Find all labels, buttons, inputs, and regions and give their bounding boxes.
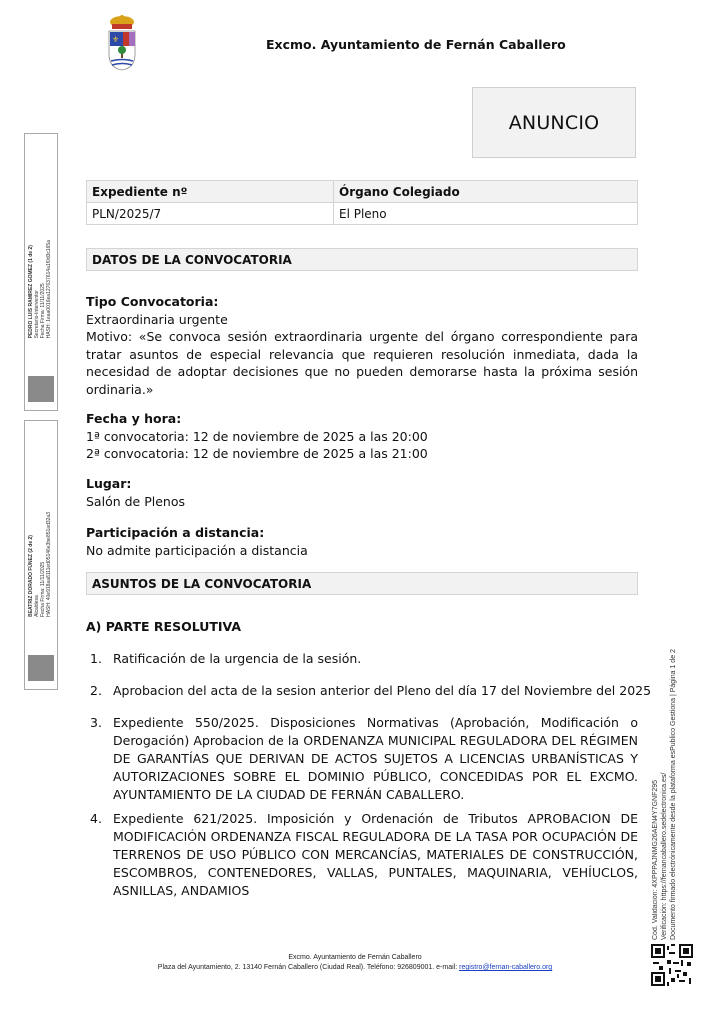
table-header-row [87,181,638,203]
list-item [90,810,638,900]
signed-note: Documento firmado electrónicamente desde la plataforma esPublico Gestiona | Página 1 de 2 [670,649,677,940]
item-text: Expediente 550/2025. Disposiciones Normativas (Aprobación, Modificación o Derogación) Aprobacion de la ORDENANZA MUNICIPAL REGULADORA DEL RÉGIMEN DE GARANTÍAS QUE DERIVAN DE ACTOS SUJETOS A LICENCIAS URBANÍSTICAS Y AUTORIZACIONES SOBRE EL DOMINIO PÚBLICO, CONCEDIDAS POR EL EXCMO. AYUNTAMIENTO DE LA CIUDAD DE FERNÁN CABALLERO. [113,715,638,802]
validation-code: Cód. Validación: 4XPPPAJNMG26AEN4Y7GNF295 [652,779,659,940]
list-item [90,682,652,700]
item-number: 3. [90,715,102,730]
signer-name: PEDRO LUIS RAMIREZ GOMEZ (1 de 2) [28,244,34,338]
item-number: 2. [90,683,102,698]
lugar-label: Lugar: [86,476,132,491]
signature-hash: HASH: 1eaa0016ea127637614a1f0d3c165a [46,239,52,338]
coat-of-arms-logo [104,14,140,72]
expediente-table [86,180,638,225]
organo-value: El Pleno [334,203,638,225]
section-title: ASUNTOS DE LA CONVOCATORIA [92,576,312,591]
verification-text [651,640,678,940]
signature-info [28,240,52,338]
column-header-expediente: Expediente nº [87,181,334,203]
lugar-value: Salón de Plenos [86,493,185,509]
signature-info [28,512,52,617]
signature-date: Fecha Firma: 11/11/2025 [40,282,46,338]
item-text: Aprobacion del acta de la sesion anterior del Pleno del día 17 del Noviembre del 2025 [113,683,652,698]
item-number: 1. [90,651,102,666]
seal-icon [28,655,54,681]
signer-role: Secretario-Interventor [34,289,40,338]
footer-org: Excmo. Ayuntamiento de Fernán Caballero [288,954,422,961]
table-row [87,203,638,225]
motivo-text: Motivo: «Se convoca sesión extraordinaria urgente del órgano correspondiente para tratar asuntos de especial relevancia que requieren resolución inmediata, dada la necesidad de adoptar decisiones que no pueden demorarse hasta la próxima sesión ordinaria.» [86,329,638,397]
lugar-block [86,475,638,510]
tipo-label: Tipo Convocatoria: [86,294,219,309]
item-text: Ratificación de la urgencia de la sesión. [113,651,362,666]
svg-text:⚜: ⚜ [112,35,120,44]
section-header-asuntos [86,572,638,595]
expediente-value: PLN/2025/7 [87,203,334,225]
tipo-convocatoria-block [86,293,638,398]
document-type-label: ANUNCIO [508,111,600,134]
parte-resolutiva-title: A) PARTE RESOLUTIVA [86,619,242,634]
list-item [90,714,638,804]
signature-date: Fecha Firma: 11/11/2025 [40,561,46,617]
participacion-label: Participación a distancia: [86,525,265,540]
signature-hash: HASH: 40e918aa8111ed05146e3be851ad32a3 [46,512,52,617]
column-header-organo: Órgano Colegiado [334,181,638,203]
participacion-block [86,524,638,559]
qr-code-icon [651,944,693,986]
signer-name: BEATRIZ DORADO FÚNEZ (2 de 2) [28,535,34,617]
section-title: DATOS DE LA CONVOCATORIA [92,252,292,267]
section-header-datos [86,248,638,271]
footer-address-text: Plaza del Ayuntamiento, 2. 13140 Fernán Caballero (Ciudad Real). Teléfono: 926809001. e-mail: [157,964,460,971]
participacion-value: No admite participación a distancia [86,542,308,558]
segunda-convocatoria: 2ª convocatoria: 12 de noviembre de 2025 a las 21:00 [86,446,428,461]
footer-address [120,963,590,973]
footer [120,953,590,973]
signature-box-2 [24,420,58,690]
primera-convocatoria: 1ª convocatoria: 12 de noviembre de 2025 a las 20:00 [86,428,428,444]
signer-role: Alcaldesa [34,595,40,617]
seal-icon [28,376,54,402]
signature-box-1 [24,133,58,411]
item-number: 4. [90,811,102,826]
verification-url[interactable]: Verificación: https://fernancaballero.sedelectronica.es/ [661,772,668,940]
fecha-label: Fecha y hora: [86,411,182,426]
item-text: Expediente 621/2025. Imposición y Ordenación de Tributos APROBACION DE MODIFICACIÓN ORDENANZA FISCAL REGULADORA DE LA TASA POR OCUPACIÓN DE TERRENOS DE USO PÚBLICO CON MERCANCÍAS, MATERIALES DE CONSTRUCCIÓN, ESCOMBROS, CONTENEDORES, VALLAS, PUNTALES, MAQUINARIA, VEHÍUCLOS, ASNILLAS, ANDAMIOS [113,811,638,898]
header-title: Excmo. Ayuntamiento de Fernán Caballero [266,37,566,52]
document-type-box [472,87,636,158]
list-item [90,650,638,668]
tipo-value: Extraordinaria urgente [86,311,228,327]
footer-email-link[interactable]: registro@fernan-caballero.org [459,964,553,971]
fecha-block [86,410,638,463]
